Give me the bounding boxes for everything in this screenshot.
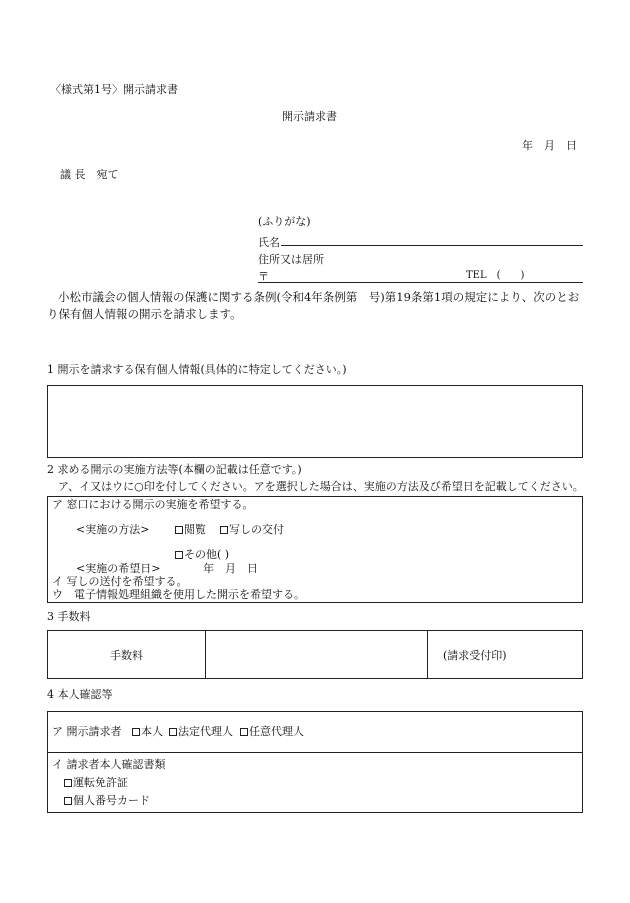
tel-label: TEL ( ) bbox=[466, 270, 525, 281]
license-option[interactable] bbox=[64, 777, 128, 788]
checkbox[interactable] bbox=[64, 797, 72, 805]
section1-heading: 1 開示を請求する保有個人情報(具体的に特定してください。) bbox=[47, 363, 347, 376]
self-label: 本人 bbox=[141, 725, 163, 738]
requester-label: ア 開示請求者 bbox=[52, 725, 122, 738]
section3-heading: 3 手数料 bbox=[47, 610, 91, 623]
option-a: ア 窓口における開示の実施を希望する。 bbox=[52, 498, 254, 511]
section4-heading: 4 本人確認等 bbox=[47, 688, 113, 701]
license-label: 運転免許証 bbox=[73, 776, 128, 789]
postal-mark: 〒 bbox=[258, 270, 269, 283]
fee-divider-2 bbox=[427, 630, 428, 679]
copy-label: 写しの交付 bbox=[229, 523, 284, 536]
legal-agent-label: 法定代理人 bbox=[178, 725, 233, 738]
date-wish-value[interactable]: 年 月 日 bbox=[203, 562, 258, 575]
name-label: 氏名 bbox=[258, 236, 280, 249]
copy-option[interactable] bbox=[220, 524, 284, 535]
option-c: ウ 電子情報処理組織を使用した開示を希望する。 bbox=[52, 588, 305, 601]
page-title: 開示請求書 bbox=[282, 110, 337, 123]
view-label: 閲覧 bbox=[184, 523, 206, 536]
mynumber-option[interactable] bbox=[64, 795, 150, 806]
address-label: 住所又は居所 bbox=[258, 253, 324, 266]
checkbox[interactable] bbox=[175, 551, 183, 559]
checkbox[interactable] bbox=[175, 526, 183, 534]
address-field-line[interactable] bbox=[258, 282, 583, 283]
checkbox[interactable] bbox=[169, 728, 177, 736]
self-option[interactable] bbox=[132, 726, 163, 737]
voluntary-agent-option[interactable] bbox=[240, 726, 304, 737]
date-wish-label: <実施の希望日> bbox=[76, 562, 161, 575]
furigana-label: (ふりがな) bbox=[258, 215, 311, 228]
checkbox[interactable] bbox=[132, 728, 140, 736]
checkbox[interactable] bbox=[64, 779, 72, 787]
other-label: その他( ) bbox=[184, 548, 230, 561]
other-option[interactable] bbox=[175, 549, 229, 560]
legal-agent-option[interactable] bbox=[169, 726, 233, 737]
fee-amount-cell[interactable] bbox=[206, 631, 426, 678]
name-field-line[interactable] bbox=[281, 245, 583, 246]
option-b: イ 写しの送付を希望する。 bbox=[52, 575, 188, 588]
stamp-label: (請求受付印) bbox=[443, 649, 507, 662]
id-docs-label: イ 請求者本人確認書類 bbox=[52, 758, 166, 771]
requested-info-box[interactable] bbox=[47, 385, 583, 458]
intro-line-2: り保有個人情報の開示を請求します。 bbox=[47, 307, 242, 321]
section2-note: ア、イ又はウに○印を付してください。アを選択した場合は、実施の方法及び希望日を記載してください。 bbox=[58, 480, 584, 493]
form-id: 〈様式第1号〉開示請求書 bbox=[50, 83, 178, 96]
addressee: 議 長 宛て bbox=[60, 168, 119, 181]
date-label: 年 月 日 bbox=[522, 139, 577, 152]
method-label: <実施の方法> bbox=[76, 523, 150, 536]
fee-label: 手数料 bbox=[110, 649, 143, 662]
intro-line-1: 小松市議会の個人情報の保護に関する条例(令和4年条例第 号)第19条第1項の規定により、次のとお bbox=[58, 290, 580, 304]
voluntary-agent-label: 任意代理人 bbox=[249, 725, 304, 738]
identity-divider bbox=[47, 752, 583, 753]
view-option[interactable] bbox=[175, 524, 206, 535]
mynumber-label: 個人番号カード bbox=[73, 794, 150, 807]
checkbox[interactable] bbox=[240, 728, 248, 736]
checkbox[interactable] bbox=[220, 526, 228, 534]
section2-heading: 2 求める開示の実施方法等(本欄の記載は任意です。) bbox=[47, 463, 302, 476]
